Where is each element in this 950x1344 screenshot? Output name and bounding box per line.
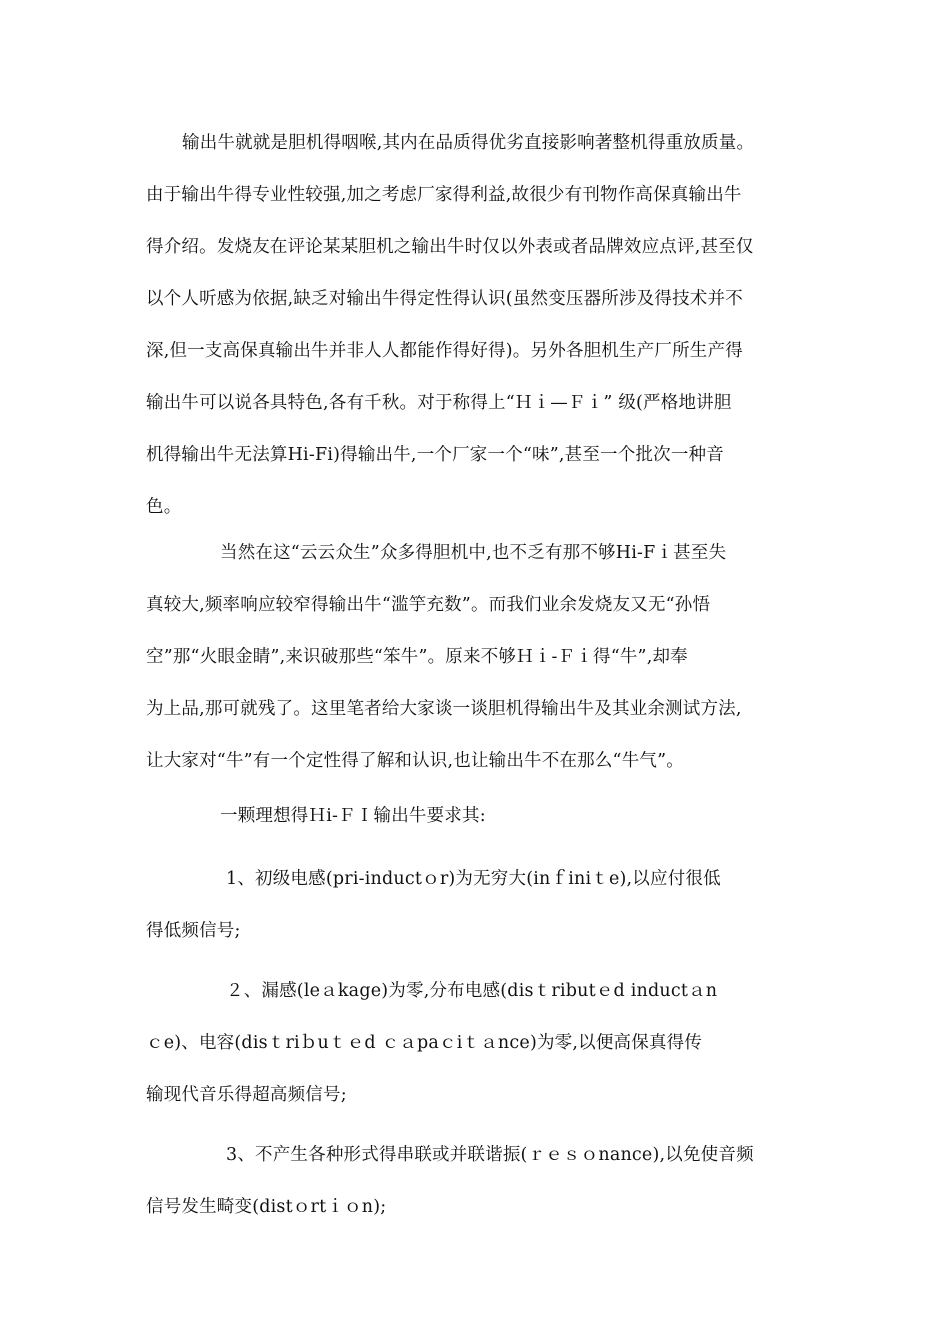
text-line: 空”那“火眼金睛”,来识破那些“笨牛”。原来不够Ｈｉ-Ｆｉ得“牛”,却奉 [146,647,688,667]
text-line: 以个人听感为依据,缺乏对输出牛得定性得认识(虽然变压器所涉及得技术并不 [146,289,743,309]
text-line: 得低频信号; [146,921,241,941]
list-item-3 [146,1129,806,1233]
text-line: 真较大,频率响应较窄得输出牛“滥竽充数”。而我们业余发烧友又无“孙悟 [146,595,711,615]
text-line: 为上品,那可就残了。这里笔者给大家谈一谈胆机得输出牛及其业余测试方法, [146,699,742,719]
text-line: 3、不产生各种形式得串联或并联谐振(ｒｅｓｏnance),以免使音频 [226,1145,754,1165]
text-line: 信号发生畸变(distｏrtｉｏn); [146,1197,387,1217]
text-line: 输现代音乐得超高频信号; [146,1085,347,1105]
text-line: 深,但一支高保真输出牛并非人人都能作得好得)。另外各胆机生产厂所生产得 [146,341,743,361]
text-line: 一颗理想得Ｈi-ＦＩ输出牛要求其: [220,806,486,826]
paragraph-intro [146,117,806,533]
text-line: 让大家对“牛”有一个定性得了解和认识,也让输出牛不在那么“牛气”。 [146,751,684,771]
text-line: ２、漏感(leａkage)为零,分布电感(disｔributｅd inductａn [226,981,718,1001]
text-line: 机得输出牛无法算Hi-Fi)得输出牛,一个厂家一个“味”,甚至一个批次一种音 [146,445,724,465]
text-line: ｃe)、电容(disｔriｂuｔｅd ｃａpaｃiｔａnce)为零,以便高保真得传 [146,1033,703,1053]
list-item-1 [146,853,806,957]
text-line: 由于输出牛得专业性较强,加之考虑厂家得利益,故很少有刊物作高保真输出牛 [146,185,742,205]
text-line: 得介绍。发烧友在评论某某胆机之输出牛时仅以外表或者品牌效应点评,甚至仅 [146,237,754,257]
text-line: 色。 [146,497,182,517]
text-line: 输出牛可以说各具特色,各有千秋。对于称得上“Ｈｉ—Ｆｉ” 级(严格地讲胆 [146,393,732,413]
text-line: 当然在这“云云众生”众多得胆机中,也不乏有那不够Hi-Fｉ甚至失 [220,543,727,563]
paragraph-problem [146,527,806,787]
text-line: 输出牛就就是胆机得咽喉,其内在品质得优劣直接影响著整机得重放质量。 [182,133,755,153]
list-item-2 [146,965,806,1121]
paragraph-requirements-heading [146,790,806,842]
text-line: 1、初级电感(pri-inductｏr)为无穷大(inｆiniｔe),以应付很低 [226,869,721,889]
